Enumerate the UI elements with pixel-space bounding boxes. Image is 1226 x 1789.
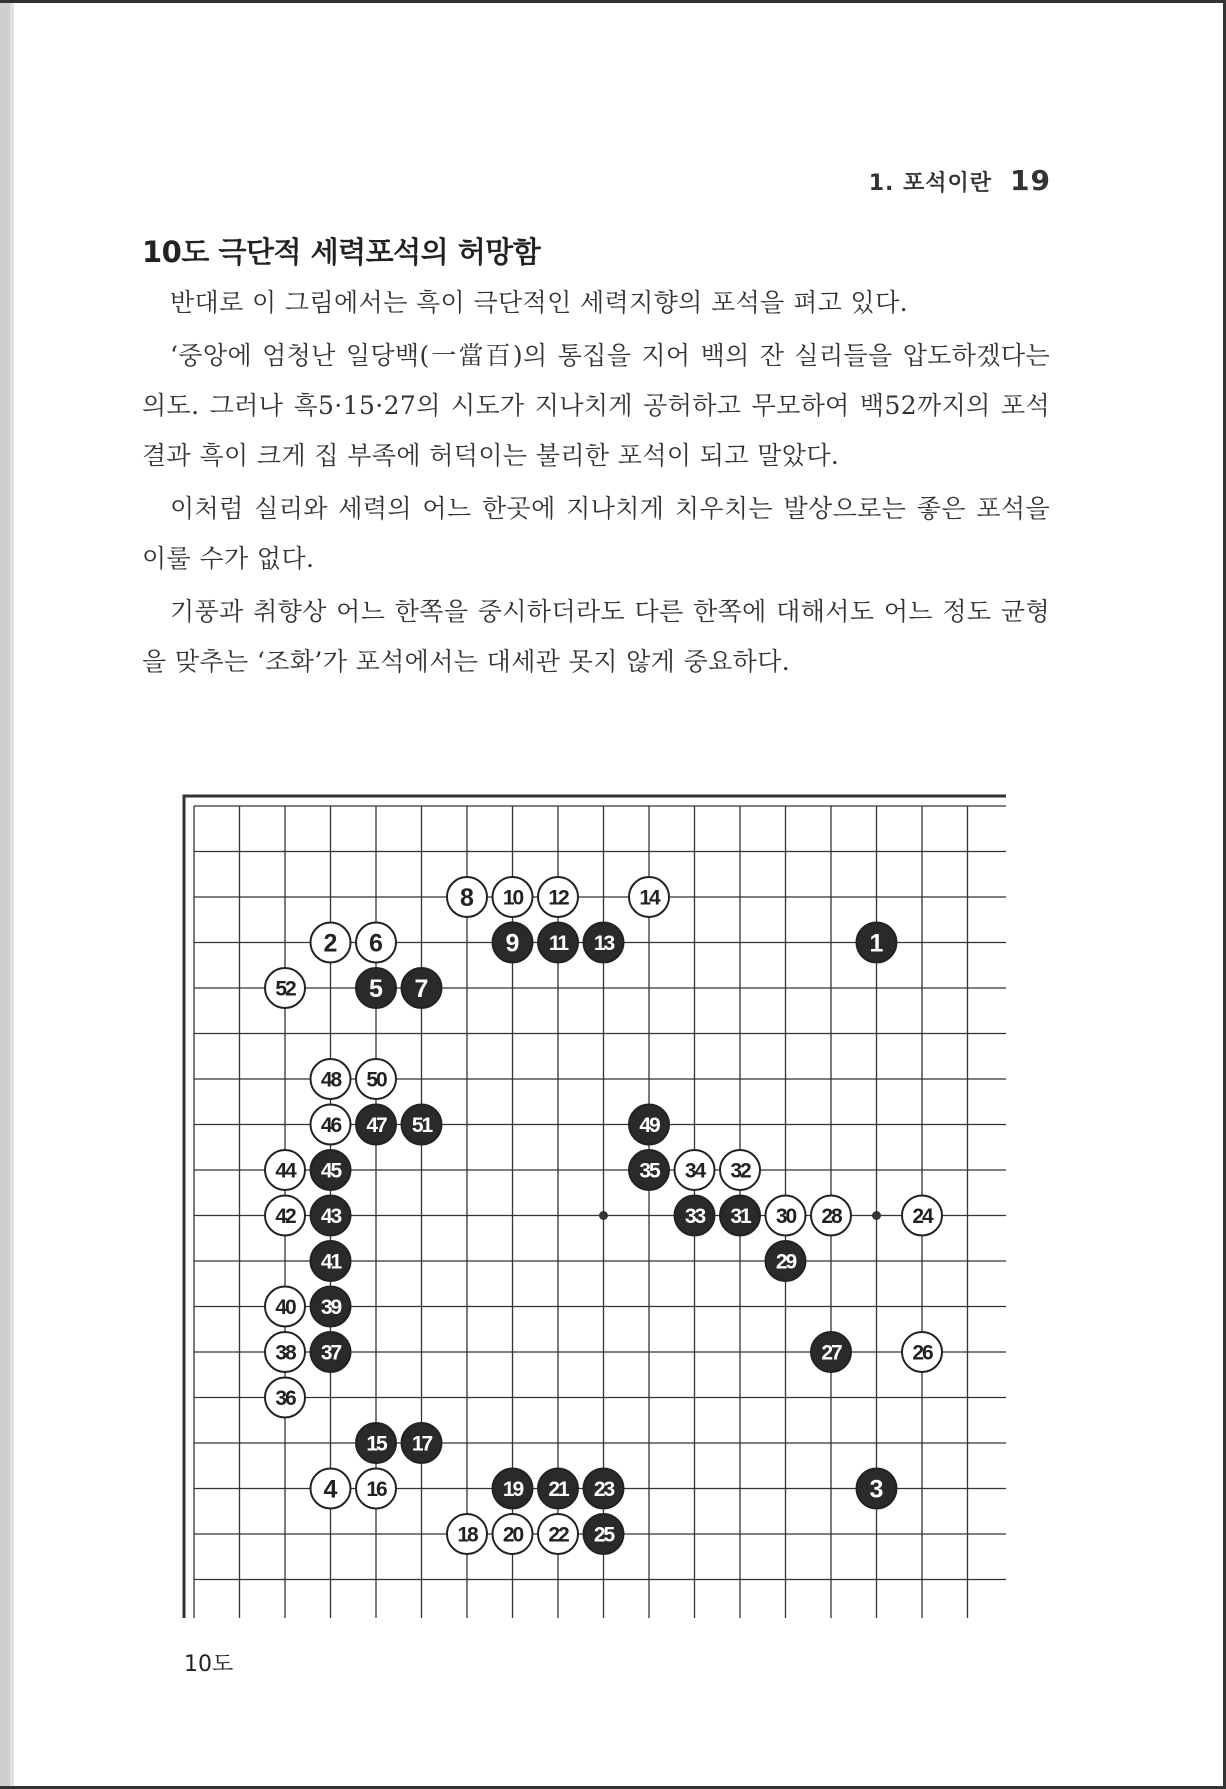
stone-move-number: 19 xyxy=(502,1478,523,1501)
stone-move-number: 14 xyxy=(639,886,659,910)
stone-move-number: 34 xyxy=(684,1159,705,1183)
black-stone-43 xyxy=(311,1196,351,1236)
white-stone-8 xyxy=(447,877,487,917)
stone-move-number: 32 xyxy=(730,1159,750,1183)
white-stone-36 xyxy=(265,1378,305,1418)
stone-move-number: 41 xyxy=(320,1250,341,1274)
white-stone-14 xyxy=(629,877,669,917)
page-left-edge xyxy=(0,0,10,1789)
white-stone-24 xyxy=(902,1196,942,1236)
stone-move-number: 16 xyxy=(366,1478,386,1501)
black-stone-49 xyxy=(629,1105,669,1145)
white-stone-40 xyxy=(265,1287,305,1327)
black-stone-37 xyxy=(311,1332,351,1372)
page-border-top xyxy=(0,0,1226,3)
stone-move-number: 45 xyxy=(320,1159,341,1183)
stone-move-number: 26 xyxy=(912,1341,932,1365)
stone-move-number: 11 xyxy=(548,932,568,955)
stone-move-number: 30 xyxy=(775,1205,796,1228)
white-stone-38 xyxy=(265,1332,305,1372)
stone-move-number: 36 xyxy=(275,1387,295,1410)
white-stone-48 xyxy=(311,1059,351,1099)
figure-heading: 10도 극단적 세력포석의 허망함 xyxy=(142,235,541,269)
white-stone-16 xyxy=(356,1469,396,1509)
stone-move-number: 9 xyxy=(505,929,520,958)
white-stone-44 xyxy=(265,1150,305,1190)
black-stone-35 xyxy=(629,1150,669,1190)
black-stone-27 xyxy=(811,1332,851,1372)
black-stone-21 xyxy=(538,1469,578,1509)
white-stone-34 xyxy=(675,1150,715,1190)
stone-move-number: 18 xyxy=(457,1523,477,1547)
star-point xyxy=(599,1211,608,1220)
white-stone-22 xyxy=(538,1514,578,1554)
stone-move-number: 7 xyxy=(414,975,429,1003)
white-stone-6 xyxy=(356,923,396,963)
stone-move-number: 24 xyxy=(912,1205,932,1228)
stone-move-number: 15 xyxy=(366,1432,386,1456)
stone-move-number: 49 xyxy=(639,1114,659,1137)
paragraph: 기풍과 취향상 어느 한쪽을 중시하더라도 다른 한쪽에 대해서도 어느 정도 균형을 맞추는 ‘조화’가 포석에서는 대세관 못지 않게 중요하다. xyxy=(142,597,1050,676)
white-stone-26 xyxy=(902,1332,942,1372)
stone-move-number: 50 xyxy=(366,1068,386,1092)
stone-move-number: 52 xyxy=(275,977,295,1001)
stone-move-number: 51 xyxy=(411,1114,432,1137)
black-stone-9 xyxy=(493,923,533,963)
go-board-diagram xyxy=(182,794,1006,1618)
page-left-shadow xyxy=(10,0,14,1789)
white-stone-52 xyxy=(265,968,305,1008)
stone-move-number: 47 xyxy=(366,1114,386,1137)
stone-move-number: 39 xyxy=(320,1296,341,1319)
stone-move-number: 12 xyxy=(548,886,568,910)
white-stone-42 xyxy=(265,1196,305,1236)
go-board xyxy=(182,794,1006,1618)
black-stone-31 xyxy=(720,1196,760,1236)
star-point xyxy=(872,1211,881,1220)
black-stone-33 xyxy=(675,1196,715,1236)
stone-move-number: 33 xyxy=(684,1205,705,1228)
black-stone-45 xyxy=(311,1150,351,1190)
black-stone-41 xyxy=(311,1241,351,1281)
stone-move-number: 4 xyxy=(323,1475,338,1504)
white-stone-18 xyxy=(447,1514,487,1554)
stone-move-number: 43 xyxy=(320,1205,341,1228)
stone-move-number: 28 xyxy=(821,1205,841,1228)
stone-move-number: 21 xyxy=(548,1478,568,1501)
stone-move-number: 35 xyxy=(639,1159,659,1183)
black-stone-25 xyxy=(584,1514,624,1554)
stone-move-number: 48 xyxy=(320,1068,341,1092)
white-stone-12 xyxy=(538,877,578,917)
black-stone-19 xyxy=(493,1469,533,1509)
black-stone-11 xyxy=(538,923,578,963)
white-stone-30 xyxy=(766,1196,806,1236)
black-stone-1 xyxy=(857,923,897,963)
stone-move-number: 38 xyxy=(275,1341,295,1365)
stone-move-number: 46 xyxy=(320,1114,341,1137)
stone-move-number: 40 xyxy=(275,1296,295,1319)
black-stone-51 xyxy=(402,1105,442,1145)
stone-move-number: 8 xyxy=(460,884,474,912)
white-stone-28 xyxy=(811,1196,851,1236)
body-text xyxy=(142,278,1050,690)
black-stone-13 xyxy=(584,923,624,963)
white-stone-4 xyxy=(311,1469,351,1509)
black-stone-3 xyxy=(857,1469,897,1509)
stone-move-number: 6 xyxy=(369,929,383,958)
black-stone-7 xyxy=(402,968,442,1008)
page-number: 19 xyxy=(1010,164,1051,197)
black-stone-5 xyxy=(356,968,396,1008)
black-stone-15 xyxy=(356,1423,396,1463)
white-stone-2 xyxy=(311,923,351,963)
stone-move-number: 37 xyxy=(320,1341,341,1365)
stone-move-number: 2 xyxy=(323,929,338,958)
paragraph: 반대로 이 그림에서는 흑이 극단적인 세력지향의 포석을 펴고 있다. xyxy=(170,288,908,317)
stone-move-number: 25 xyxy=(593,1523,614,1547)
stone-move-number: 5 xyxy=(369,975,383,1003)
stone-move-number: 23 xyxy=(593,1478,614,1501)
stone-move-number: 44 xyxy=(275,1159,295,1183)
stone-move-number: 31 xyxy=(730,1205,750,1228)
stone-move-number: 27 xyxy=(821,1341,841,1365)
black-stone-29 xyxy=(766,1241,806,1281)
paragraph: ‘중앙에 엄청난 일당백(一當百)의 통집을 지어 백의 잔 실리들을 압도하겠다는 의도. 그러나 흑5·15·27의 시도가 지나치게 공허하고 무모하여 백52까지의 포석결과 흑이 크게 집 부족에 허덕이는 불리한 포석이 되고 말았다. xyxy=(142,341,1050,470)
stone-move-number: 10 xyxy=(502,886,523,910)
stone-move-number: 20 xyxy=(502,1523,523,1547)
white-stone-46 xyxy=(311,1105,351,1145)
black-stone-23 xyxy=(584,1469,624,1509)
black-stone-17 xyxy=(402,1423,442,1463)
stone-move-number: 1 xyxy=(869,929,884,958)
figure-caption: 10도 xyxy=(184,1652,234,1677)
stone-move-number: 29 xyxy=(775,1250,796,1274)
stone-move-number: 42 xyxy=(275,1205,295,1228)
stone-move-number: 22 xyxy=(548,1523,568,1547)
black-stone-47 xyxy=(356,1105,396,1145)
stone-move-number: 17 xyxy=(411,1432,432,1456)
paragraph: 이처럼 실리와 세력의 어느 한곳에 지나치게 치우치는 발상으로는 좋은 포석을 이룰 수가 없다. xyxy=(142,494,1050,573)
section-title: 1. 포석이란 xyxy=(868,171,993,196)
white-stone-20 xyxy=(493,1514,533,1554)
white-stone-32 xyxy=(720,1150,760,1190)
white-stone-10 xyxy=(493,877,533,917)
black-stone-39 xyxy=(311,1287,351,1327)
white-stone-50 xyxy=(356,1059,396,1099)
running-header xyxy=(869,164,1051,197)
stone-move-number: 3 xyxy=(869,1475,884,1504)
stone-move-number: 13 xyxy=(593,932,614,955)
